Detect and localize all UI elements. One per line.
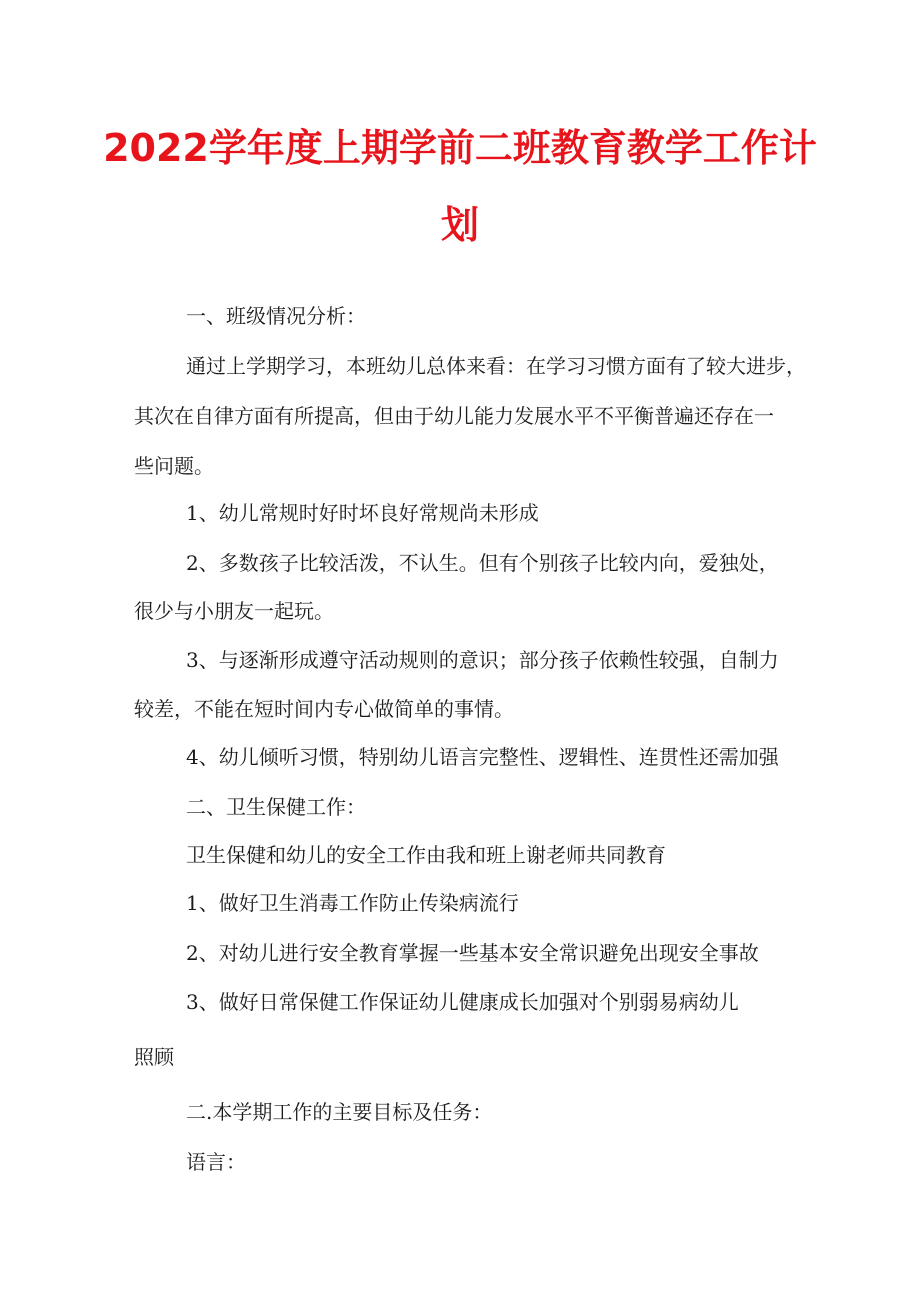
- list-item: 3、与逐渐形成遵守活动规则的意识；部分孩子依赖性较强，自制力: [186, 648, 779, 672]
- list-item: 1、幼儿常规时好时坏良好常规尚未形成: [186, 501, 539, 525]
- section-heading-class-analysis: 一、班级情况分析：: [186, 304, 366, 328]
- list-item: 3、做好日常保健工作保证幼儿健康成长加强对个别弱易病幼儿: [186, 990, 739, 1014]
- list-item: 1、做好卫生消毒工作防止传染病流行: [186, 891, 519, 915]
- document-title-line-2: 划: [440, 203, 479, 247]
- paragraph-line: 通过上学期学习，本班幼儿总体来看：在学习习惯方面有了较大进步，: [186, 354, 806, 378]
- paragraph-line: 照顾: [134, 1045, 174, 1069]
- list-item: 2、对幼儿进行安全教育掌握一些基本安全常识避免出现安全事故: [186, 941, 759, 965]
- paragraph-line: 些问题。: [134, 454, 214, 478]
- subsection-heading-language: 语言：: [186, 1150, 246, 1174]
- list-item: 2、多数孩子比较活泼，不认生。但有个别孩子比较内向，爱独处，: [186, 551, 779, 575]
- list-item: 4、幼儿倾听习惯，特别幼儿语言完整性、逻辑性、连贯性还需加强: [186, 745, 779, 769]
- paragraph-line: 很少与小朋友一起玩。: [134, 599, 334, 623]
- section-heading-goals: 二.本学期工作的主要目标及任务：: [186, 1100, 493, 1124]
- section-heading-health-care: 二、卫生保健工作：: [186, 795, 366, 819]
- paragraph-line: 较差，不能在短时间内专心做简单的事情。: [134, 697, 514, 721]
- paragraph-line: 其次在自律方面有所提高，但由于幼儿能力发展水平不平衡普遍还存在一: [134, 404, 774, 428]
- paragraph-line: 卫生保健和幼儿的安全工作由我和班上谢老师共同教育: [186, 843, 666, 867]
- document-title-line-1: 2022学年度上期学前二班教育教学工作计: [103, 126, 817, 170]
